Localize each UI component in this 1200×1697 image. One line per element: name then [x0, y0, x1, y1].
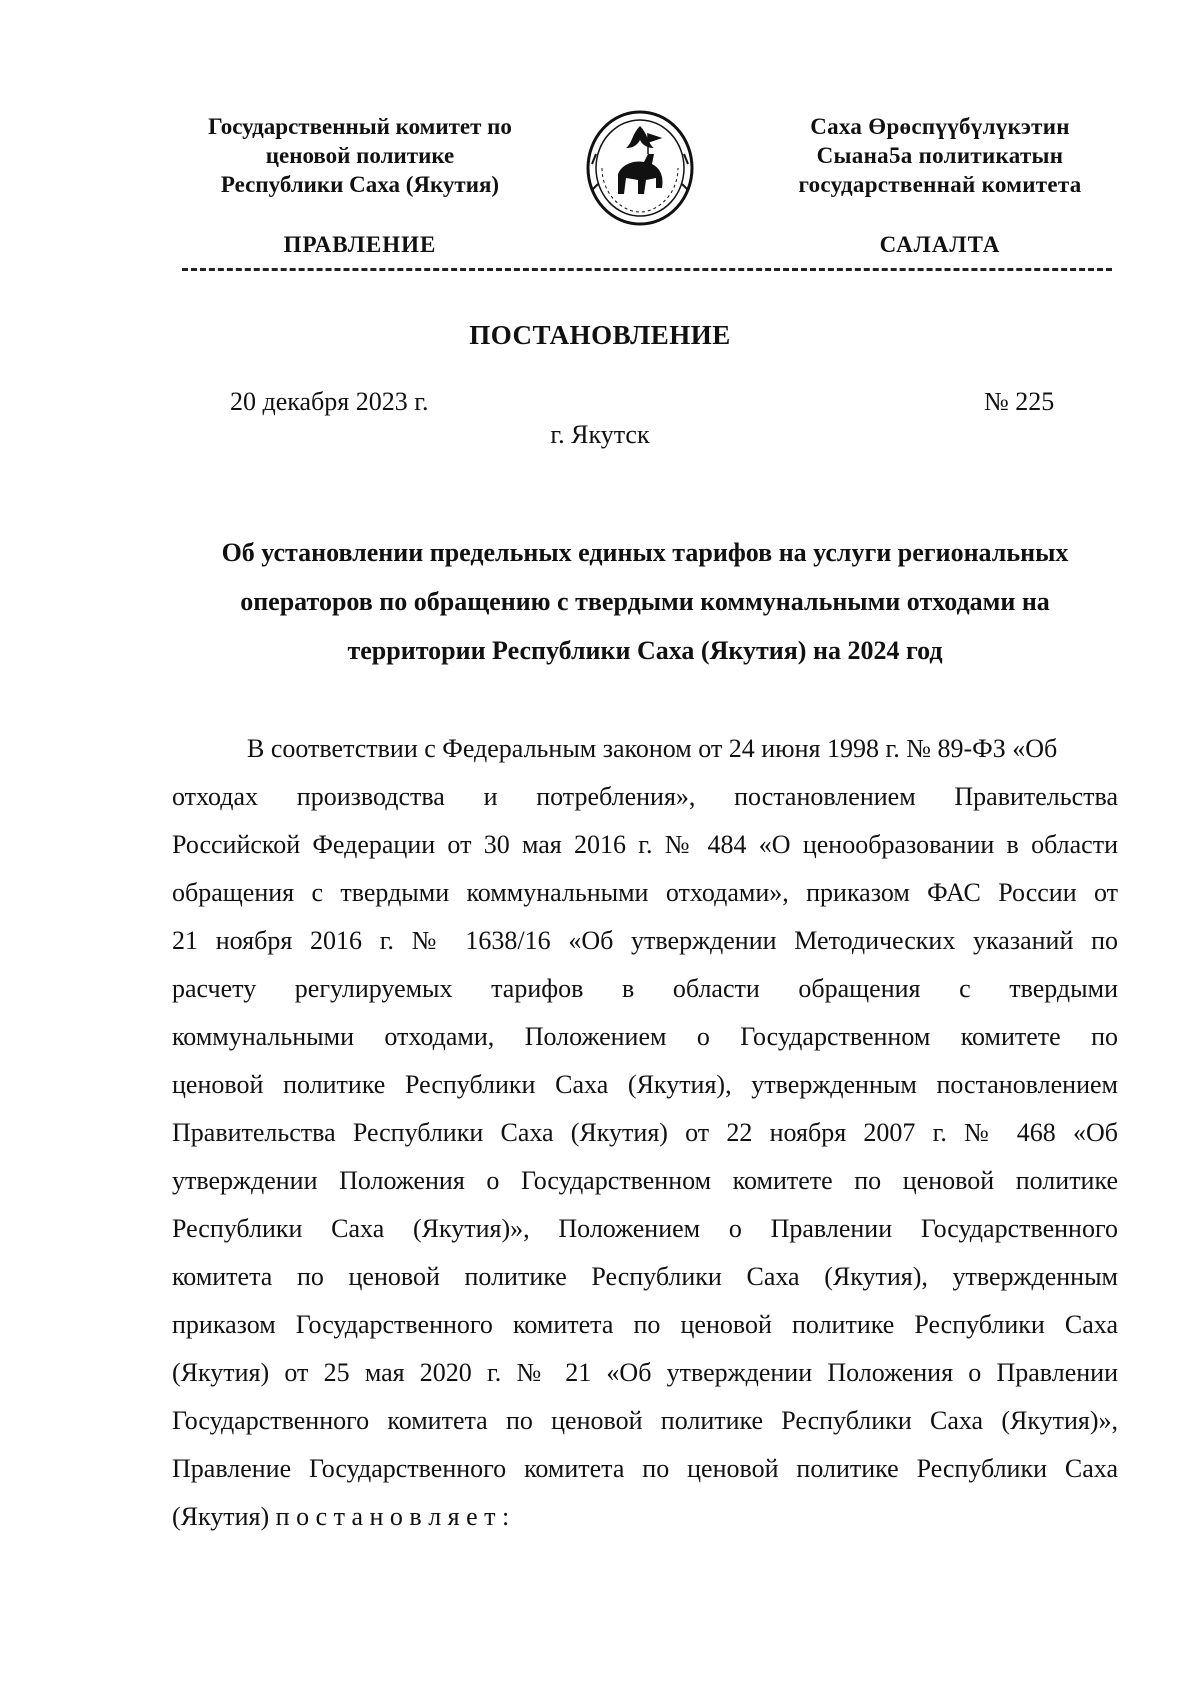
body-line: (Якутия) от 25 мая 2020 г. № 21 «Об утверждении Положения о Правлении	[172, 1358, 1118, 1387]
body-line: Государственного комитета по ценовой политике Республики Саха (Якутия)»,	[172, 1406, 1118, 1435]
document-date: 20 декабря 2023 г.	[230, 387, 429, 416]
title-line: Об установлении предельных единых тарифов на услуги региональных	[221, 538, 1069, 567]
body-line: отходах производства и потребления», постановлением Правительства	[172, 782, 1118, 811]
body-line: комитета по ценовой политике Республики Саха (Якутия), утвержденным	[172, 1262, 1118, 1291]
header-right-line: государственнай комитета	[798, 172, 1082, 197]
document-type: ПОСТАНОВЛЕНИЕ	[469, 320, 731, 350]
document-title	[180, 528, 1110, 675]
body-line: 21 ноября 2016 г. № 1638/16 «Об утверждении Методических указаний по	[172, 926, 1118, 955]
board-title-sakha: САЛАЛТА	[879, 232, 1001, 257]
header-right-line: Сыана5а политикатын	[816, 143, 1064, 168]
body-line: обращения с твердыми коммунальными отходами», приказом ФАС России от	[172, 878, 1118, 907]
header-right-line: Саха Өрөспүүбүлүкэтин	[810, 114, 1070, 139]
header-left-org	[170, 112, 550, 199]
body-line: утверждении Положения о Государственном комитете по ценовой политике	[172, 1166, 1118, 1195]
document-body	[172, 725, 1118, 1541]
svg-text:· · ·: · · ·	[634, 213, 646, 220]
board-title-ru: ПРАВЛЕНИЕ	[283, 232, 437, 257]
header-right-org	[740, 112, 1140, 199]
header-left-line: Республики Саха (Якутия)	[220, 172, 500, 197]
body-line: Республики Саха (Якутия)», Положением о Правлении Государственного	[172, 1214, 1118, 1243]
header-divider	[182, 268, 1112, 271]
title-line: территории Республики Саха (Якутия) на 2024 год	[347, 636, 943, 665]
document-number: № 225	[984, 387, 1055, 416]
title-line: операторов по обращению с твердыми коммунальными отходами на	[240, 587, 1050, 616]
body-line: (Якутия) п о с т а н о в л я е т :	[172, 1502, 510, 1531]
coat-of-arms-icon	[582, 104, 698, 228]
body-line: расчету регулируемых тарифов в области обращения с твердыми	[172, 974, 1118, 1003]
body-line: коммунальными отходами, Положением о Государственном комитете по	[172, 1022, 1118, 1051]
body-line: ценовой политике Республики Саха (Якутия), утвержденным постановлением	[172, 1070, 1118, 1099]
body-line: приказом Государственного комитета по ценовой политике Республики Саха	[172, 1310, 1118, 1339]
body-line: Правление Государственного комитета по ценовой политике Республики Саха	[172, 1454, 1118, 1483]
header-left-line: Государственный комитет по	[208, 114, 512, 139]
document-place: г. Якутск	[550, 420, 650, 449]
body-line: Российской Федерации от 30 мая 2016 г. № 484 «О ценообразовании в области	[172, 830, 1118, 859]
header-left-line: ценовой политике	[265, 143, 455, 168]
body-line: В соответствии с Федеральным законом от 24 июня 1998 г. № 89-ФЗ «Об	[247, 734, 1058, 763]
body-line: Правительства Республики Саха (Якутия) от 22 ноября 2007 г. № 468 «Об	[172, 1118, 1118, 1147]
